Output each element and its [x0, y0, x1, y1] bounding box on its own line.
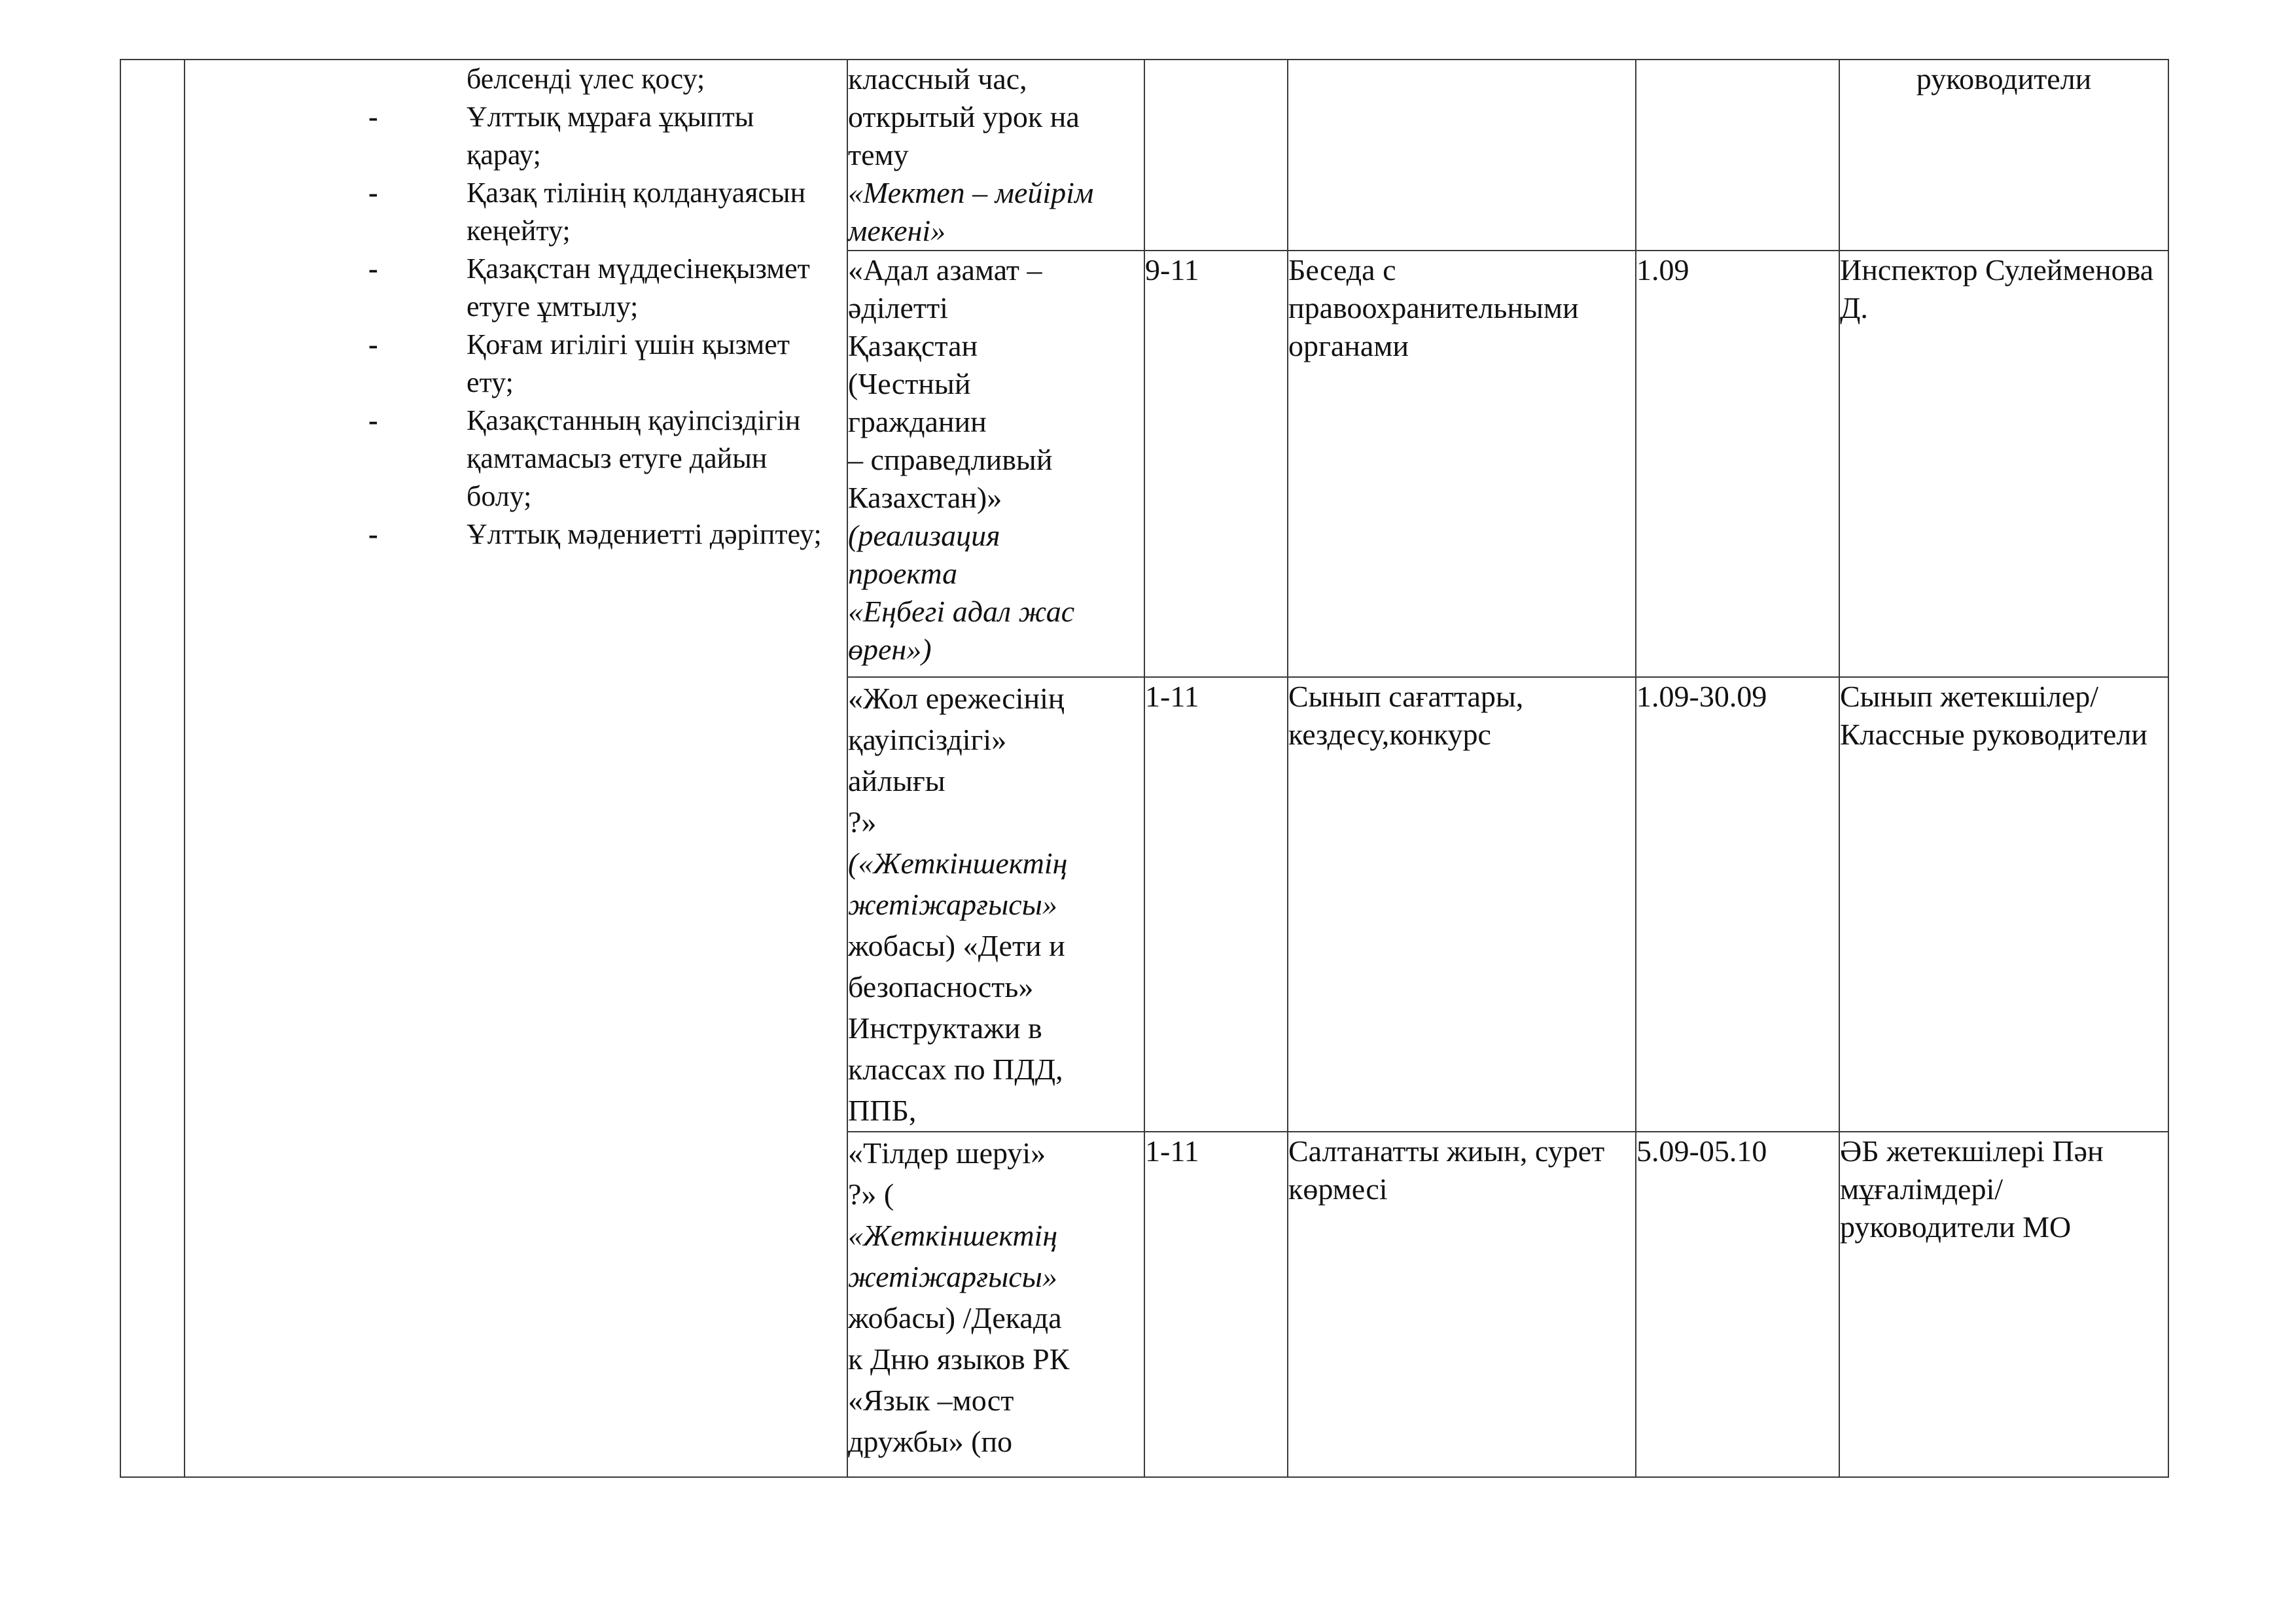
responsible-cell — [1839, 251, 2168, 677]
event-line: мекені» — [848, 214, 946, 247]
table-row — [120, 60, 2168, 251]
values-list-item — [368, 250, 834, 326]
form-cell — [1288, 60, 1636, 251]
grades-text: 9-11 — [1145, 253, 1199, 287]
event-line: әділетті — [848, 291, 948, 324]
event-line: Инструктажи в — [848, 1011, 1042, 1045]
event-line: («Жеткіншектің — [848, 846, 1068, 880]
values-item-text: Қоғам игілігі үшін қызмет ету; — [467, 328, 790, 398]
responsible-cell — [1839, 1132, 2168, 1477]
values-list-item — [368, 98, 834, 174]
dash-bullet: - — [368, 328, 378, 360]
event-line: жетіжарғысы» — [848, 1260, 1057, 1293]
values-item-text: Қазақстан мүддесінеқызмет етуге ұмтылу; — [467, 253, 810, 323]
dates-text: 5.09-05.10 — [1636, 1134, 1767, 1168]
grades-cell — [1144, 251, 1288, 677]
dash-bullet: - — [368, 253, 378, 285]
event-line: айлығы — [848, 764, 945, 797]
dates-cell — [1636, 1132, 1839, 1477]
event-cell — [847, 677, 1144, 1132]
event-line: классах по ПДД, — [848, 1053, 1063, 1086]
event-line: «Мектеп – мейірім — [848, 176, 1094, 209]
event-cell — [847, 60, 1144, 251]
dash-bullet: - — [368, 404, 378, 436]
event-cell — [847, 1132, 1144, 1477]
dates-cell — [1636, 677, 1839, 1132]
form-text: Салтанатты жиын, сурет көрмесі — [1288, 1134, 1605, 1206]
values-list-item — [368, 402, 834, 515]
values-list-item — [368, 174, 834, 250]
event-line: «Еңбегі адал жас — [848, 595, 1075, 628]
values-item-text: Қазақстанның қауіпсіздігін қамтамасыз етуге дайын болу; — [467, 404, 801, 512]
event-line: Казахстан)» — [848, 481, 1002, 514]
form-cell — [1288, 251, 1636, 677]
grades-cell — [1144, 677, 1288, 1132]
event-line: Қазақстан — [848, 329, 978, 362]
plan-table — [120, 59, 2169, 1478]
form-cell — [1288, 1132, 1636, 1477]
event-line: гражданин — [848, 405, 987, 438]
event-cell — [847, 251, 1144, 677]
values-item-text: Ұлттық мұраға ұқыпты қарау; — [467, 101, 754, 171]
values-cell — [185, 60, 847, 1477]
event-line: жетіжарғысы» — [848, 888, 1057, 921]
responsible-text: Инспектор Сулейменова Д. — [1840, 253, 2154, 324]
event-line: ППБ, — [848, 1094, 917, 1127]
event-line: проекта — [848, 557, 958, 590]
values-item-text: Ұлттық мәдениетті дәріптеу; — [467, 518, 822, 550]
responsible-text: ӘБ жетекшілері Пән мұғалімдері/ руководители МО — [1840, 1134, 2104, 1244]
event-line: «Тілдер шеруі» — [848, 1136, 1046, 1170]
event-line: ?» — [848, 805, 877, 839]
form-text: Беседа с правоохранительными органами — [1288, 253, 1579, 362]
form-cell — [1288, 677, 1636, 1132]
event-line: жобасы) «Дети и — [848, 929, 1065, 962]
grades-cell — [1144, 60, 1288, 251]
event-line: к Дню языков РК — [848, 1342, 1070, 1376]
dates-text: 1.09 — [1636, 253, 1689, 287]
event-line: тему — [848, 138, 909, 171]
event-line: «Адал азамат – — [848, 253, 1042, 287]
event-line: қауіпсіздігі» — [848, 723, 1007, 756]
event-line: ?» ( — [848, 1178, 894, 1211]
dash-bullet: - — [368, 518, 378, 550]
dates-text: 1.09-30.09 — [1636, 680, 1767, 713]
values-list — [185, 60, 847, 553]
event-line: классный час, — [848, 62, 1027, 96]
grades-cell — [1144, 1132, 1288, 1477]
values-list-item — [467, 60, 834, 98]
dash-bullet: - — [368, 177, 378, 209]
dates-cell — [1636, 251, 1839, 677]
event-line: «Язык –мост — [848, 1384, 1014, 1417]
event-line: дружбы» (по — [848, 1425, 1013, 1458]
event-line: (реализация — [848, 519, 1000, 552]
responsible-cell — [1839, 60, 2168, 251]
grades-text: 1-11 — [1145, 680, 1199, 713]
event-line: безопасность» — [848, 970, 1034, 1003]
event-line: открытый урок на — [848, 100, 1080, 133]
values-item-text: белсенді үлес қосу; — [467, 63, 705, 95]
values-list-item — [368, 326, 834, 402]
event-line: «Жеткіншектің — [848, 1219, 1058, 1252]
values-item-text: Қазақ тілінің қолдануаясын кеңейту; — [467, 177, 806, 247]
event-line: – справедливый — [848, 443, 1053, 476]
dates-cell — [1636, 60, 1839, 251]
number-cell — [120, 60, 185, 1477]
event-line: (Честный — [848, 367, 971, 400]
event-line: «Жол ережесінің — [848, 682, 1065, 715]
form-text: Сынып сағаттары, кездесу,конкурс — [1288, 680, 1524, 751]
values-list-item — [368, 515, 834, 553]
responsible-text: руководители — [1916, 62, 2092, 96]
responsible-cell — [1839, 677, 2168, 1132]
dash-bullet: - — [368, 101, 378, 133]
responsible-text: Сынып жетекшілер/ Классные руководители — [1840, 680, 2147, 751]
event-line: өрен») — [848, 633, 932, 666]
event-line: жобасы) /Декада — [848, 1301, 1062, 1335]
grades-text: 1-11 — [1145, 1134, 1199, 1168]
